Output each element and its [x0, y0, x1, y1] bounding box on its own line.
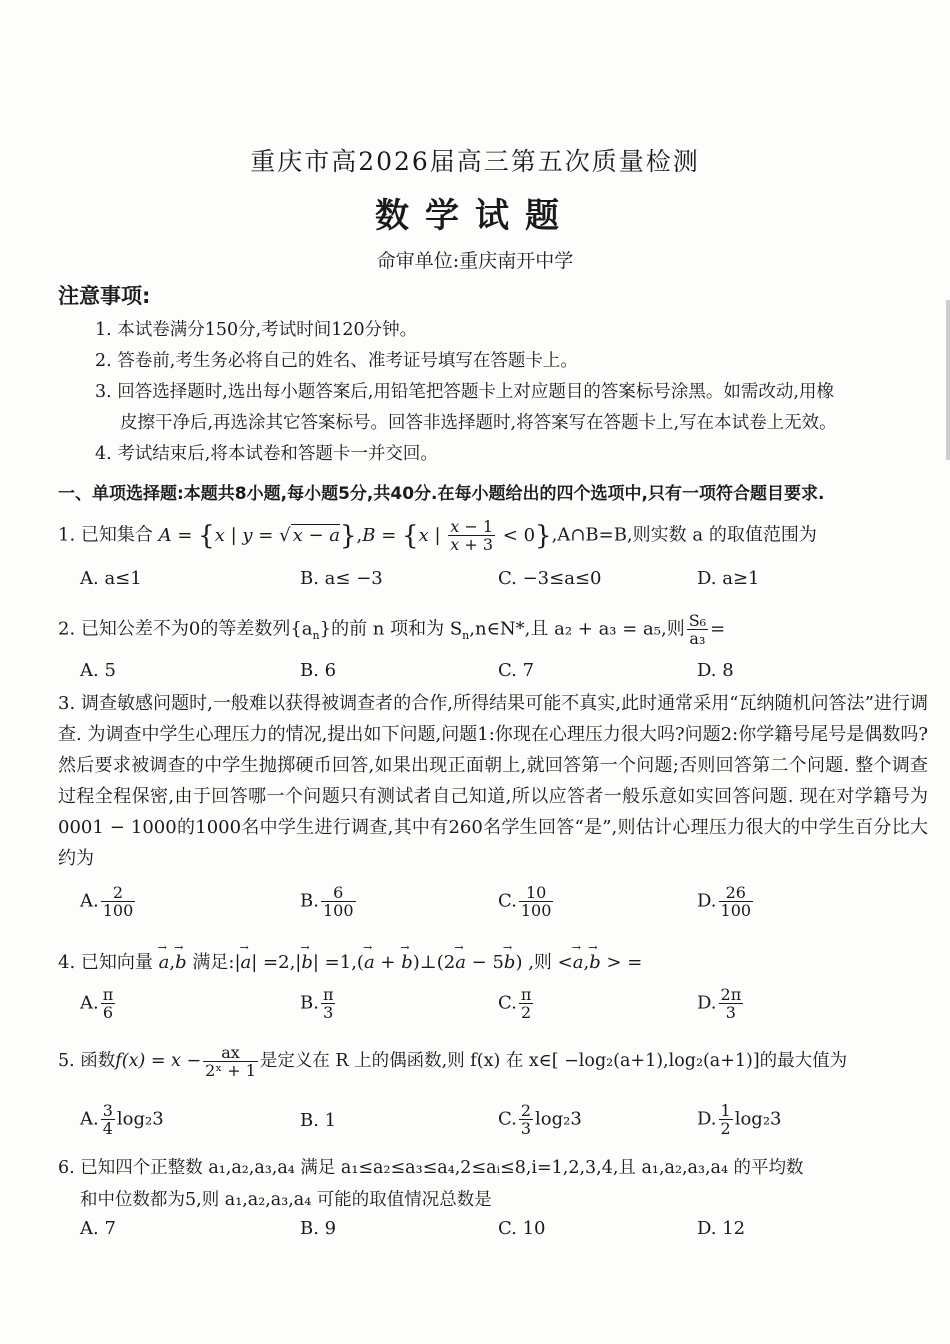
question-2-tail: =: [710, 618, 726, 640]
q6-option-c: C. 10: [498, 1218, 546, 1239]
authoring-unit: 命审单位:重庆南开中学: [376, 250, 574, 272]
notice-item: 1. 本试卷满分150分,考试时间120分钟。: [95, 320, 418, 340]
notice-item: 4. 考试结束后,将本试卷和答题卡一并交回。: [95, 444, 438, 464]
question-1-prefix: 1. 已知集合: [58, 524, 153, 546]
question-2-suffix: ,n∈N*,且 a₂ + a₃ = a₅,则: [469, 618, 685, 640]
q1-option-b: B. a≤ −3: [300, 568, 383, 589]
q2-option-b: B. 6: [300, 660, 337, 681]
notice-item: 2. 答卷前,考生务必将自己的姓名、准考证号填写在答题卡上。: [95, 351, 578, 371]
q1-option-d: D. a≥1: [697, 568, 760, 589]
q5-option-c: C. $\frac{2}{3}$ log₂3: [498, 1101, 582, 1138]
q6-option-a: A. 7: [80, 1218, 116, 1239]
question-2-middle: }的前 n 项和为 S: [319, 618, 463, 640]
q5-option-d: D. $\frac{1}{2}$ log₂3: [697, 1101, 782, 1138]
question-1: [58, 518, 817, 553]
notice-item: 皮擦干净后,再选涂其它答案标号。回答非选择题时,将答案写在答题卡上,写在本试卷上无效。: [120, 413, 837, 433]
q3-option-d: D. $\frac{26}{100}$: [697, 883, 752, 920]
scan-edge: [946, 300, 950, 460]
question-6-line-1: 6. 已知四个正整数 a₁,a₂,a₃,a₄ 满足 a₁≤a₂≤a₃≤a₄,2≤aᵢ≤8,i=1,2,3,4,且 a₁,a₂,a₃,a₄ 的平均数: [58, 1158, 804, 1178]
q2-fraction-numerator: S₆: [688, 611, 707, 630]
q4-option-c: C. $\frac{\pi}{2}$: [498, 985, 532, 1022]
q5-option-b: B. 1: [300, 1110, 337, 1131]
q4-option-b: B. $\frac{\pi}{3}$: [300, 985, 334, 1022]
q2-option-a: A. 5: [80, 660, 116, 681]
question-2: 2. 已知公差不为0的等差数列$\{a_n\}$的前 n 项和为 $S_n,n\in N*$,且 a₂ + a₃ = a₅,则 $\frac{\text{S₆}}{\text{a₃}}$ =: [58, 611, 726, 648]
q6-option-d: D. 12: [697, 1218, 746, 1239]
notice-heading: 注意事项:: [58, 284, 151, 308]
q5-option-a: A. $\frac{3}{4}$ log₂3: [80, 1101, 164, 1138]
q1-option-c: C. −3≤a≤0: [498, 568, 602, 589]
exam-subtitle: 重庆市高2026届高三第五次质量检测: [250, 147, 700, 176]
q4-option-d: D. $\frac{2\pi}{3}$: [697, 985, 742, 1022]
q4-option-a: A. $\frac{\pi}{6}$: [80, 985, 114, 1022]
question-5: 5. 函数f(x) = x − $\frac{ax}{\text{2ˣ + 1}}$ 是定义在 R 上的偶函数,则 f(x) 在 x∈[ −log₂(a+1),log₂(a+1)]的最大值为: [58, 1043, 848, 1080]
question-4: 4. 已知向量 → a,→ b 满足:|→ a| =2,|→ b| =1,(→ a + → b)⊥(2→ a − 5→ b) ,则 <→ a,→ b > =: [58, 948, 642, 974]
question-3: 3. 调查敏感问题时,一般难以获得被调查者的合作,所得结果可能不真实,此时通常采用“瓦纳随机问答法”进行调查. 为调查中学生心理压力的情况,提出如下问题,问题1:你现在心理压力很大吗?问题2:你学籍号尾号是偶数吗? 然后要求被调查的中学生抛掷硬币回答,如果出现正面朝上,就回答第一个问题;否则回答第二个问题. 整个调查过程全程保密,由于回答哪一个问题只有测试者自己知道,所以应答者一般乐意如实回答问题. 现在对学籍号为0001 − 1000的1000名中学生进行调查,其中有260名学生回答“是”,则估计心理压力很大的中学生百分比大约为: [58, 693, 928, 869]
set-a-expression: A = {x | y = √ x − a},B = {x | $\frac{x - 1}{x + 3}$ < 0}: [158, 517, 552, 554]
exam-title: 数学试题: [375, 196, 575, 236]
section-heading: 一、单项选择题:本题共8小题,每小题5分,共40分.在每小题给出的四个选项中,只有一项符合题目要求.: [58, 484, 825, 504]
q3-option-c: C. $\frac{10}{100}$: [498, 883, 552, 920]
q6-option-b: B. 9: [300, 1218, 337, 1239]
q2-option-d: D. 8: [697, 660, 734, 681]
q1-option-a: A. a≤1: [80, 568, 142, 589]
q3-option-a: A. $\frac{2}{100}$: [80, 883, 134, 920]
q2-fraction-denominator: a₃: [689, 629, 706, 648]
q3-option-b: B. $\frac{6}{100}$: [300, 883, 354, 920]
question-6-line-2: 和中位数都为5,则 a₁,a₂,a₃,a₄ 可能的取值情况总数是: [80, 1190, 492, 1210]
q2-option-c: C. 7: [498, 660, 535, 681]
question-1-suffix: ,A∩B=B,则实数 a 的取值范围为: [551, 524, 817, 546]
notice-item: 3. 回答选择题时,选出每小题答案后,用铅笔把答题卡上对应题目的答案标号涂黑。如需改动,用橡: [95, 382, 834, 402]
question-2-prefix: 2. 已知公差不为0的等差数列{a: [58, 618, 313, 640]
